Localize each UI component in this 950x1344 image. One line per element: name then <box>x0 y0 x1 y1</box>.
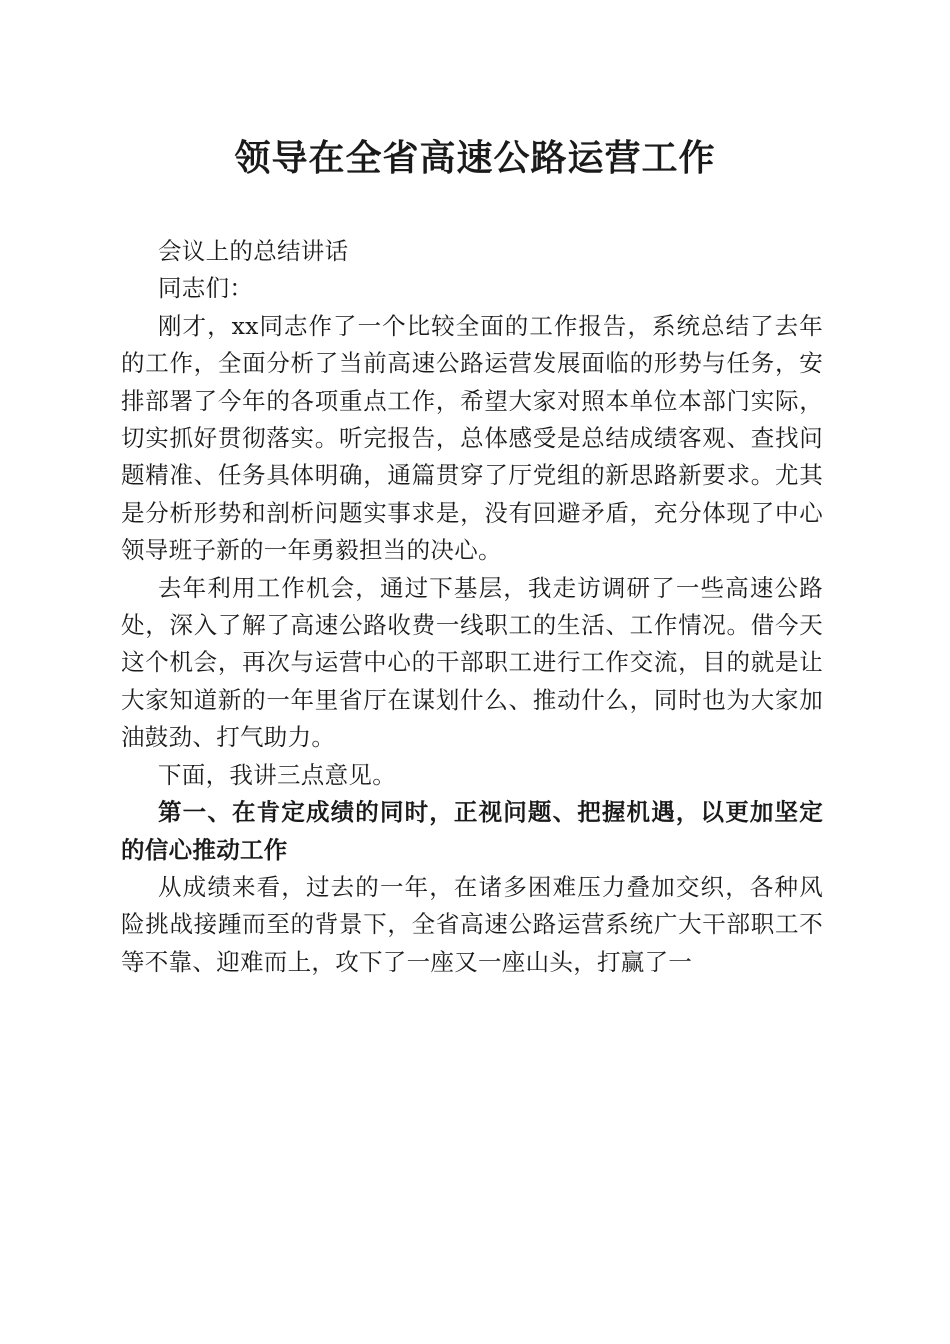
document-title: 领导在全省高速公路运营工作 <box>234 137 716 179</box>
body-paragraph: 去年利用工作机会，通过下基层，我走访调研了一些高速公路处，深入了解了高速公路收费一线职工的生活、工作情况。借今天这个机会，再次与运营中心的干部职工进行工作交流，目的就是让大家知道新的一年里省厅在谋划什么、推动什么，同时也为大家加油鼓劲、打气助力。 <box>121 573 823 752</box>
body-paragraph: 刚才，xx同志作了一个比较全面的工作报告，系统总结了去年的工作，全面分析了当前高速公路运营发展面临的形势与任务，安排部署了今年的各项重点工作，希望大家对照本单位本部门实际，切实抓好贯彻落实。听完报告，总体感受是总结成绩客观、查找问题精准、任务具体明确，通篇贯穿了厅党组的新思路新要求。尤其是分析形势和剖析问题实事求是，没有回避矛盾，充分体现了中心领导班子新的一年勇毅担当的决心。 <box>121 311 823 565</box>
salutation: 同志们： <box>158 274 254 303</box>
subtitle-line: 会议上的总结讲话 <box>158 237 349 265</box>
document-body <box>121 233 823 981</box>
body-paragraph: 下面，我讲三点意见。 <box>158 760 396 789</box>
section-heading: 第一、在肯定成绩的同时，正视问题、把握机遇，以更加坚定的信心推动工作 <box>121 798 823 864</box>
body-paragraph: 从成绩来看，过去的一年，在诸多困难压力叠加交织，各种风险挑战接踵而至的背景下，全省高速公路运营系统广大干部职工不等不靠、迎难而上，攻下了一座又一座山头，打赢了一 <box>121 872 823 976</box>
